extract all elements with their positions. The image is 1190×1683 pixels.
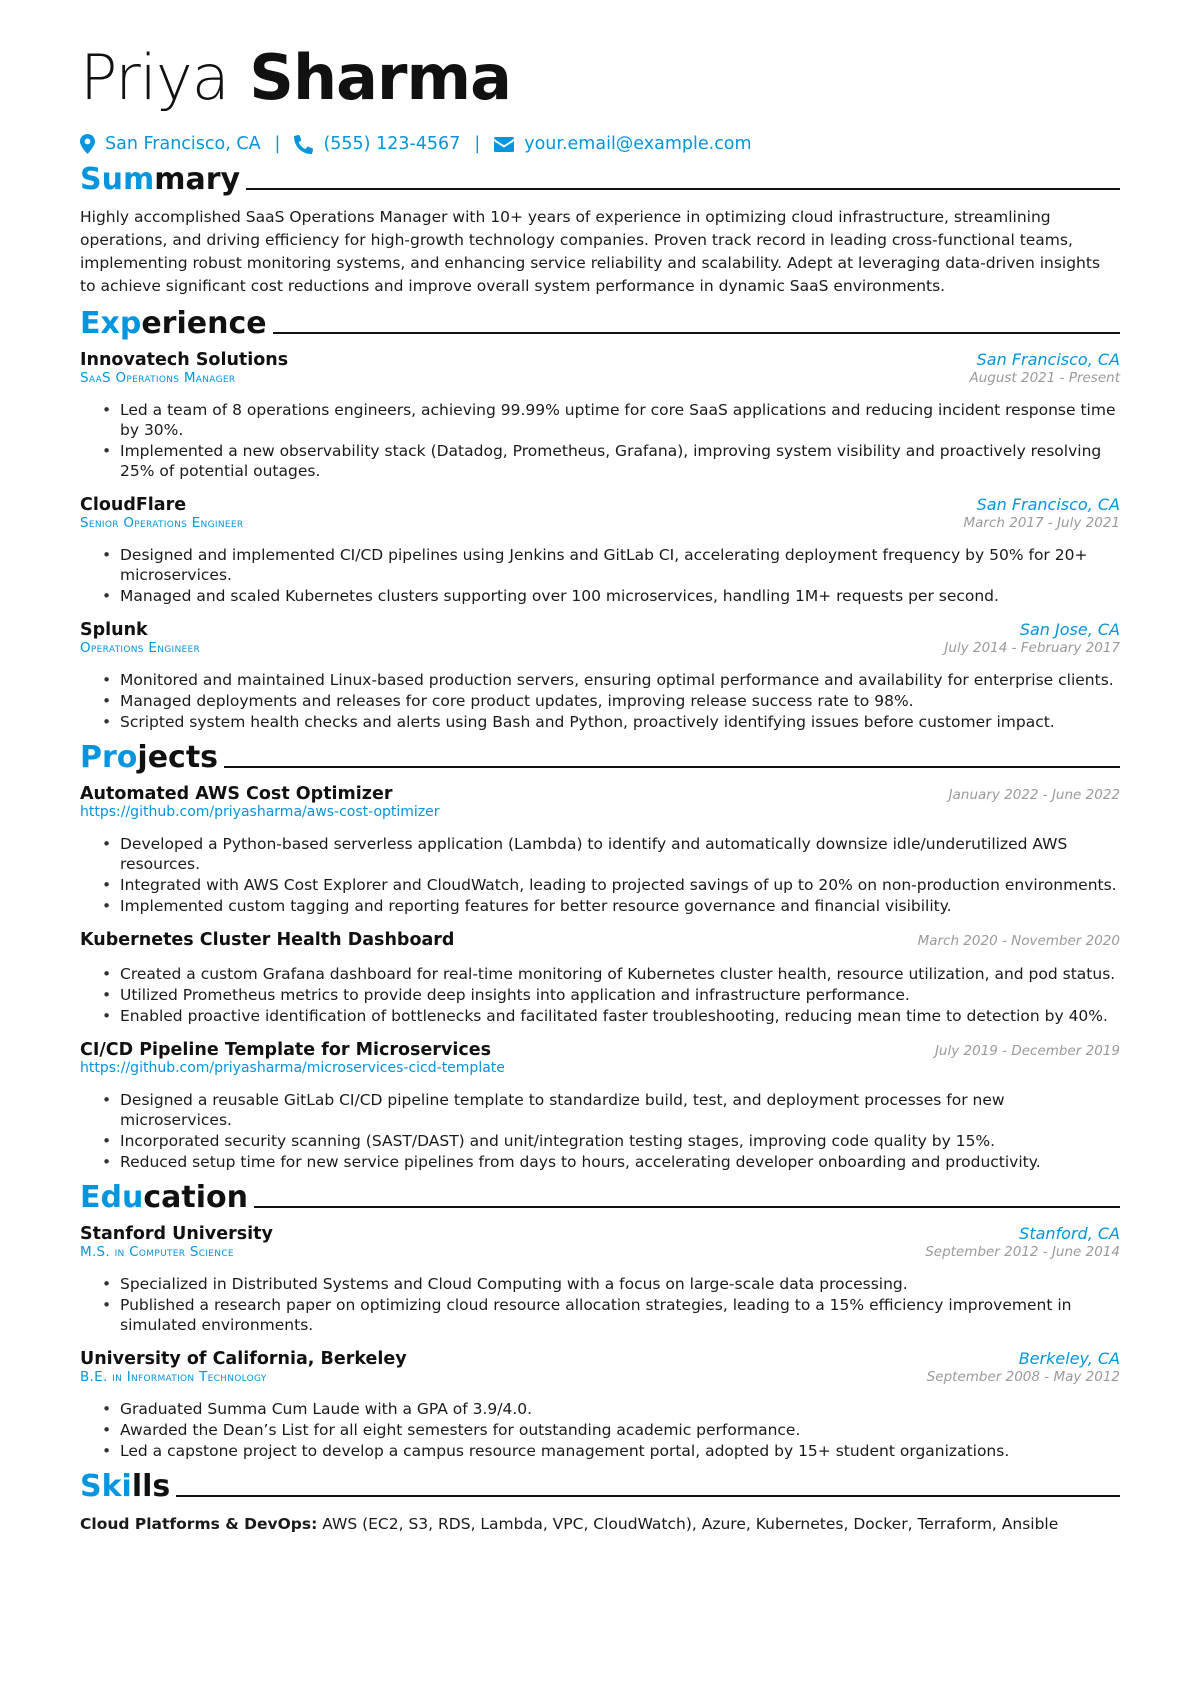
bullet-item: • Graduated Summa Cum Laude with a GPA of 3.9/4.0. xyxy=(102,1399,1120,1419)
school-name: University of California, Berkeley xyxy=(80,1349,407,1369)
entry-date: September 2012 - June 2014 xyxy=(925,1244,1120,1260)
section-rule xyxy=(273,332,1120,334)
bullet-item: • Scripted system health checks and alerts using Bash and Python, proactively identifying issues before customer impact. xyxy=(102,712,1120,732)
contact-email[interactable] xyxy=(494,134,751,154)
contact-separator: | xyxy=(474,134,481,154)
skills-value: AWS (EC2, S3, RDS, Lambda, VPC, CloudWatch), Azure, Kubernetes, Docker, Terraform, Ansible xyxy=(317,1515,1059,1533)
contact-separator: | xyxy=(274,134,281,154)
section-header xyxy=(80,1180,1120,1216)
education-entry xyxy=(80,1224,1120,1335)
education-entry xyxy=(80,1349,1120,1461)
entry-date: July 2014 - February 2017 xyxy=(944,640,1120,656)
section-header xyxy=(80,162,1120,198)
project-name: Kubernetes Cluster Health Dashboard xyxy=(80,930,455,950)
company-name: Innovatech Solutions xyxy=(80,350,289,370)
bullet-list xyxy=(80,1274,1120,1335)
section-title: Skills xyxy=(80,1469,171,1504)
experience-entry xyxy=(80,350,1120,481)
education-section xyxy=(80,1180,1120,1461)
skills-label: Cloud Platforms & DevOps: xyxy=(80,1515,318,1533)
bullet-list xyxy=(80,1090,1120,1172)
section-header xyxy=(80,740,1120,776)
degree-title: B.E. in Information Technology xyxy=(80,1369,267,1385)
entry-location: San Jose, CA xyxy=(1019,620,1120,639)
company-name: CloudFlare xyxy=(80,495,187,515)
skills-row xyxy=(80,1513,1120,1535)
bullet-item: • Reduced setup time for new service pipelines from days to hours, accelerating developer onboarding and productivity. xyxy=(102,1152,1120,1172)
map-pin-icon xyxy=(80,134,95,154)
bullet-item: • Implemented custom tagging and reporting features for better resource governance and financial visibility. xyxy=(102,896,1120,916)
bullet-item: • Implemented a new observability stack (Datadog, Prometheus, Grafana), improving system visibility and proactively resolving 25% of potential outages. xyxy=(102,441,1120,481)
project-link[interactable]: https://github.com/priyasharma/microservices-cicd-template xyxy=(80,1060,505,1076)
bullet-item: • Published a research paper on optimizing cloud resource allocation strategies, leading to a 15% efficiency improvement in simulated environments. xyxy=(102,1295,1120,1335)
project-entry xyxy=(80,784,1120,916)
phone-icon xyxy=(294,135,313,154)
bullet-list xyxy=(80,964,1120,1026)
skills-section xyxy=(80,1469,1120,1535)
location-text: San Francisco, CA xyxy=(105,134,261,154)
entry-date: January 2022 - June 2022 xyxy=(948,787,1120,803)
section-title: Projects xyxy=(80,740,219,775)
phone-text: (555) 123-4567 xyxy=(323,134,461,154)
bullet-list xyxy=(80,545,1120,606)
section-rule xyxy=(254,1206,1120,1208)
bullet-item: • Designed and implemented CI/CD pipelines using Jenkins and GitLab CI, accelerating deployment frequency by 50% for 20+ microservices. xyxy=(102,545,1120,585)
bullet-item: • Developed a Python-based serverless application (Lambda) to identify and automatically downsize idle/underutilized AWS resources. xyxy=(102,834,1120,874)
bullet-item: • Managed and scaled Kubernetes clusters supporting over 100 microservices, handling 1M+ requests per second. xyxy=(102,586,1120,606)
envelope-icon xyxy=(494,137,514,152)
bullet-item: • Led a capstone project to develop a campus resource management portal, adopted by 15+ student organizations. xyxy=(102,1441,1120,1461)
bullet-list xyxy=(80,400,1120,481)
entry-location: San Francisco, CA xyxy=(976,495,1120,514)
job-title: Operations Engineer xyxy=(80,640,201,656)
contact-phone[interactable] xyxy=(294,134,460,154)
section-header xyxy=(80,306,1120,342)
bullet-item: • Specialized in Distributed Systems and Cloud Computing with a focus on large-scale data processing. xyxy=(102,1274,1120,1294)
summary-section xyxy=(80,162,1120,298)
contact-location xyxy=(80,134,261,154)
section-rule xyxy=(246,188,1120,190)
bullet-item: • Enabled proactive identification of bottlenecks and facilitated faster troubleshooting, reducing mean time to detection by 40%. xyxy=(102,1006,1120,1026)
section-rule xyxy=(224,766,1120,768)
degree-title: M.S. in Computer Science xyxy=(80,1244,234,1260)
summary-text: Highly accomplished SaaS Operations Manager with 10+ years of experience in optimizing cloud infrastructure, streamlining operations, and driving efficiency for high-growth technology companies. Proven track record in leading cross-functional teams, implementing robust monitoring systems, and enhancing service reliability and scalability. Adept at leveraging data-driven insights to achieve significant cost reductions and improve overall system performance in dynamic SaaS environments. xyxy=(80,208,1101,295)
bullet-item: • Utilized Prometheus metrics to provide deep insights into application and infrastructure performance. xyxy=(102,985,1120,1005)
entry-date: March 2020 - November 2020 xyxy=(917,933,1120,949)
project-entry xyxy=(80,1040,1120,1172)
section-rule xyxy=(176,1495,1120,1497)
entry-date: July 2019 - December 2019 xyxy=(934,1043,1120,1059)
contact-bar xyxy=(80,134,1120,154)
project-name: Automated AWS Cost Optimizer xyxy=(80,784,393,804)
first-name: Priya xyxy=(80,41,229,114)
company-name: Splunk xyxy=(80,620,148,640)
email-text: your.email@example.com xyxy=(524,134,752,154)
entry-location: San Francisco, CA xyxy=(976,350,1120,369)
job-title: SaaS Operations Manager xyxy=(80,370,236,386)
job-title: Senior Operations Engineer xyxy=(80,515,244,531)
bullet-item: • Awarded the Dean’s List for all eight semesters for outstanding academic performance. xyxy=(102,1420,1120,1440)
entry-location: Berkeley, CA xyxy=(1018,1349,1120,1368)
bullet-item: • Led a team of 8 operations engineers, achieving 99.99% uptime for core SaaS applications and reducing incident response time by 30%. xyxy=(102,400,1120,440)
entry-date: September 2008 - May 2012 xyxy=(926,1369,1120,1385)
candidate-name xyxy=(80,42,1120,114)
section-header xyxy=(80,1469,1120,1505)
entry-date: March 2017 - July 2021 xyxy=(963,515,1120,531)
bullet-list xyxy=(80,670,1120,732)
project-name: CI/CD Pipeline Template for Microservices xyxy=(80,1040,492,1060)
bullet-list xyxy=(80,1399,1120,1461)
section-title: Education xyxy=(80,1180,248,1215)
experience-section xyxy=(80,306,1120,732)
project-link[interactable]: https://github.com/priyasharma/aws-cost-optimizer xyxy=(80,804,440,820)
bullet-item: • Monitored and maintained Linux-based production servers, ensuring optimal performance and availability for enterprise clients. xyxy=(102,670,1120,690)
bullet-item: • Managed deployments and releases for core product updates, improving release success rate to 98%. xyxy=(102,691,1120,711)
project-entry xyxy=(80,930,1120,1026)
bullet-item: • Designed a reusable GitLab CI/CD pipeline template to standardize build, test, and deployment processes for new microservices. xyxy=(102,1090,1120,1130)
bullet-item: • Incorporated security scanning (SAST/DAST) and unit/integration testing stages, improving code quality by 15%. xyxy=(102,1131,1120,1151)
section-title: Summary xyxy=(80,162,241,197)
experience-entry xyxy=(80,495,1120,606)
last-name: Sharma xyxy=(249,41,511,114)
entry-date: August 2021 - Present xyxy=(969,370,1120,386)
bullet-list xyxy=(80,834,1120,916)
entry-location: Stanford, CA xyxy=(1019,1224,1120,1243)
experience-entry xyxy=(80,620,1120,732)
school-name: Stanford University xyxy=(80,1224,273,1244)
section-title: Experience xyxy=(80,306,267,341)
projects-section xyxy=(80,740,1120,1172)
bullet-item: • Created a custom Grafana dashboard for real-time monitoring of Kubernetes cluster health, resource utilization, and pod status. xyxy=(102,964,1120,984)
bullet-item: • Integrated with AWS Cost Explorer and CloudWatch, leading to projected savings of up to 20% on non-production environments. xyxy=(102,875,1120,895)
